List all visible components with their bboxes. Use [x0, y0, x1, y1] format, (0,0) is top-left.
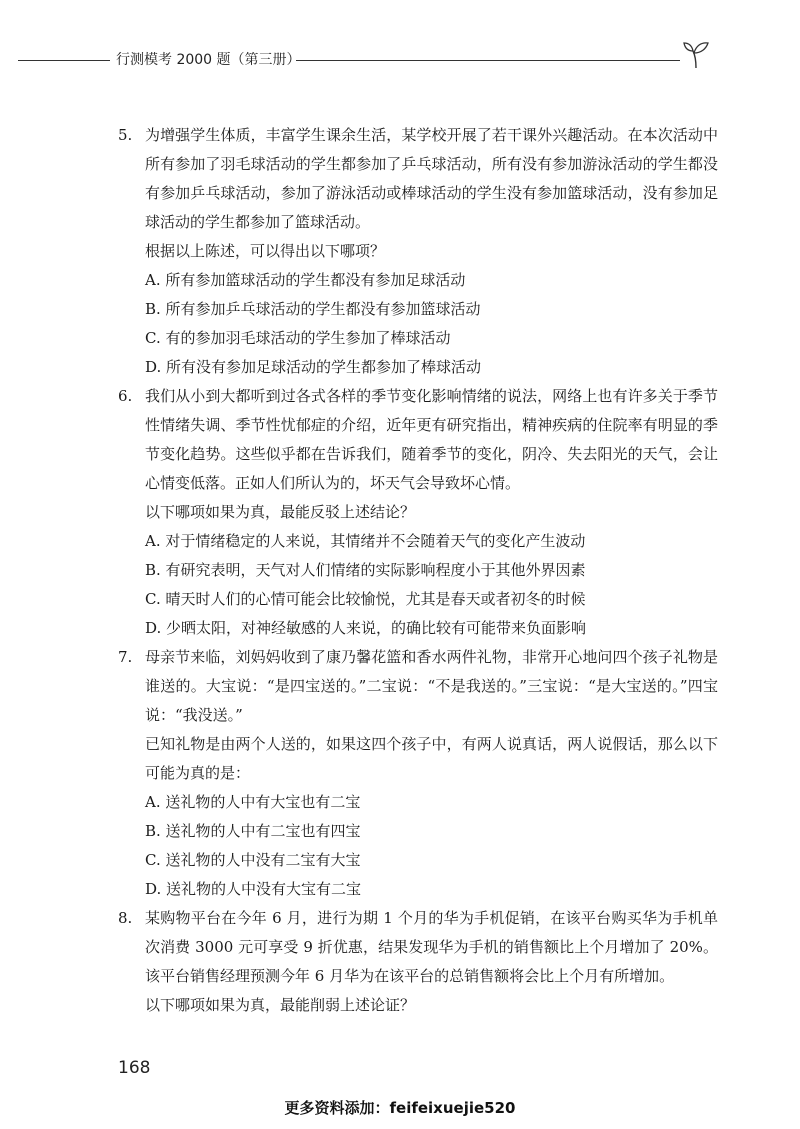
option-d: D. 少晒太阳，对神经敏感的人来说，的确比较有可能带来负面影响 [145, 619, 587, 637]
option-c: C. 有的参加羽毛球活动的学生参加了棒球活动 [145, 329, 451, 347]
option-d: D. 送礼物的人中没有大宝有二宝 [145, 880, 362, 898]
question-stem: 某购物平台在今年 6 月，进行为期 1 个月的华为手机促销，在该平台购买华为手机单次消费 3000 元可享受 9 折优惠，结果发现华为手机的销售额比上个月增加了 20%。该平台销售经理预测今年 6 月华为在该平台的总销售额将会比上个月有所增加。 [145, 909, 718, 985]
book-title: 行测模考 2000 题（第三册） [116, 52, 301, 68]
question-prompt: 以下哪项如果为真，最能反驳上述结论？ [145, 503, 416, 521]
option-c: C. 晴天时人们的心情可能会比较愉悦，尤其是春天或者初冬的时候 [145, 590, 586, 608]
sprout-icon [682, 36, 716, 70]
option-a: A. 对于情绪稳定的人来说，其情绪并不会随着天气的变化产生波动 [145, 532, 586, 550]
question-7 [118, 643, 718, 904]
option-a: A. 所有参加篮球活动的学生都没有参加足球活动 [145, 271, 466, 289]
question-number: 6. [118, 387, 133, 405]
question-stem: 为增强学生体质，丰富学生课余生活，某学校开展了若干课外兴趣活动。在本次活动中所有参加了羽毛球活动的学生都参加了乒乓球活动，所有没有参加游泳活动的学生都没有参加乒乓球活动，参加了游泳活动或棒球活动的学生没有参加篮球活动，没有参加足球活动的学生都参加了篮球活动。 [145, 126, 718, 231]
option-b: B. 有研究表明，天气对人们情绪的实际影响程度小于其他外界因素 [145, 561, 586, 579]
option-a: A. 送礼物的人中有大宝也有二宝 [145, 793, 361, 811]
option-b: B. 所有参加乒乓球活动的学生都没有参加篮球活动 [145, 300, 481, 318]
question-6 [118, 382, 718, 643]
question-8 [118, 904, 718, 1020]
question-number: 5. [118, 126, 133, 144]
question-number: 8. [118, 909, 133, 927]
option-d: D. 所有没有参加足球活动的学生都参加了棒球活动 [145, 358, 482, 376]
question-number: 7. [118, 648, 133, 666]
header-rule-left [18, 60, 110, 61]
question-stem: 母亲节来临，刘妈妈收到了康乃馨花篮和香水两件礼物，非常开心地问四个孩子礼物是谁送的。大宝说：“是四宝送的。”二宝说：“不是我送的。”三宝说：“是大宝送的。”四宝说：“我没送。” [145, 648, 718, 724]
question-prompt: 已知礼物是由两个人送的，如果这四个孩子中，有两人说真话，两人说假话，那么以下可能为真的是： [145, 735, 718, 782]
question-5 [118, 121, 718, 382]
option-c: C. 送礼物的人中没有二宝有大宝 [145, 851, 361, 869]
header-rule-right [296, 60, 680, 61]
question-prompt: 根据以上陈述，可以得出以下哪项？ [145, 242, 386, 260]
question-prompt: 以下哪项如果为真，最能削弱上述论证？ [145, 996, 416, 1014]
question-list [118, 121, 718, 1020]
question-stem: 我们从小到大都听到过各式各样的季节变化影响情绪的说法，网络上也有许多关于季节性情绪失调、季节性忧郁症的介绍，近年更有研究指出，精神疾病的住院率有明显的季节变化趋势。这些似乎都在告诉我们，随着季节的变化，阴冷、失去阳光的天气，会让心情变低落。正如人们所认为的，坏天气会导致坏心情。 [145, 387, 718, 492]
page-header [0, 50, 800, 70]
option-b: B. 送礼物的人中有二宝也有四宝 [145, 822, 361, 840]
page-number: 168 [118, 1058, 151, 1078]
footer-note: 更多资料添加：feifeixuejie520 [284, 1099, 516, 1117]
